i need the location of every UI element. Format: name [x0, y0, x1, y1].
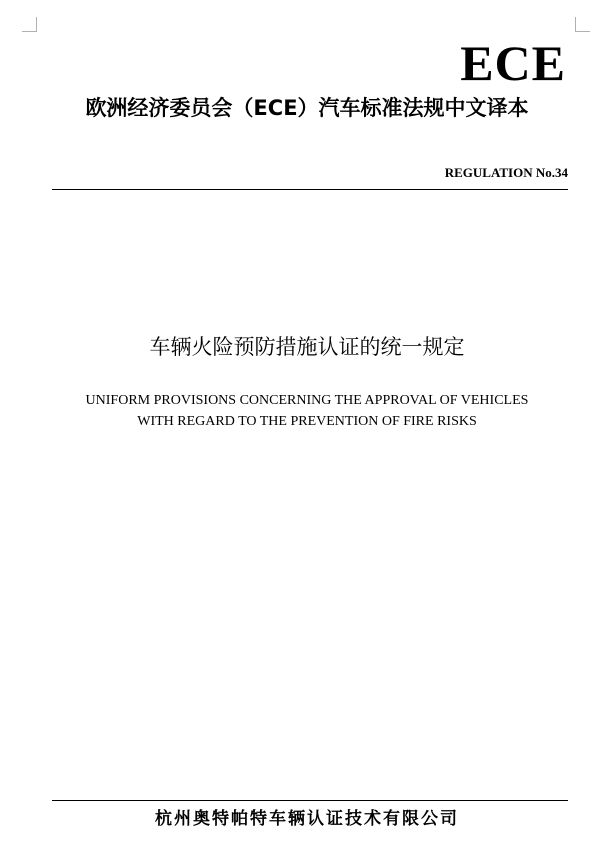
crop-mark-top-right	[575, 17, 590, 32]
document-title-chinese: 车辆火险预防措施认证的统一规定	[149, 335, 465, 359]
title-en-line-2: WITH REGARD TO THE PREVENTION OF FIRE RISKS	[137, 414, 477, 429]
ece-logo-text: ECE	[460, 35, 566, 91]
footer-divider	[52, 800, 568, 801]
header-divider	[52, 189, 568, 190]
title-en-line-1: UNIFORM PROVISIONS CONCERNING THE APPROVAL OF VEHICLES	[85, 393, 529, 408]
series-title: 欧洲经济委员会（ECE）汽车标准法规中文译本	[85, 96, 529, 120]
publisher-name: 杭州奥特帕特车辆认证技术有限公司	[155, 809, 459, 829]
crop-mark-top-left	[22, 17, 37, 32]
document-title-english	[0, 390, 614, 432]
regulation-number: REGULATION No.34	[444, 165, 568, 180]
